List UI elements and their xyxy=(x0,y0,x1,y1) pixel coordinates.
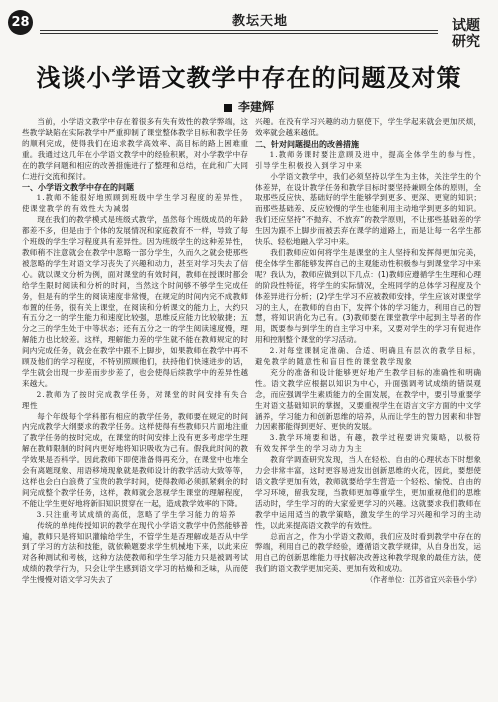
column-tag-line2: 研究 xyxy=(452,34,480,50)
article-author xyxy=(0,98,498,115)
section-name: 教坛天地 xyxy=(231,14,288,29)
paragraph: 当前，小学语文教学中存在着很多有失有效性的教学弊端，这些教学缺陷在实际教学中严重抑制了课堂整体教学目标和教学任务的顺利完成，使得我们在追求教学高效率、高目标的路上困难重重。我通过这几年在小学语文教学中的经验积累，对小学教学中存在的教学问题和相应的改善措施进行了整理和总结，在此和广大同仁进行交流和探讨。 xyxy=(22,117,248,181)
paragraph: 小学语文教学中，我们必须坚持以学生为主体，关注学生的个体差异，在设计教学任务和教学目标时要坚持兼顾全体的原则，全取那些反应快、基础好的学生能够学到更多、更深、更宽的知识；而那些基础差、反应较慢的学生也能利用主动地学到更多的知识。我们还应坚持“不抛弃、不放弃”的教学原则，不让那些基础差的学生因为跟不上脚步而被丢弃在课学的道路上，而是让每一名学生都快乐、轻松地融入学习中来。 xyxy=(255,171,481,247)
paragraph: 充分的准备和设计能够更好地产生教学目标的准确性和明确性。语文教学应根据以知识为中心，升面强调考试成绩的错误观念，而应强调学生素质能力的全面发展，在教学中，要引导重要学生对语文基础知识的掌握，又要重视学生在语言文字方面的中文学涵养，学习能力和创新思维的培养，从而让学生的智力因素和非智力因素都能得到更好、更快的发展。 xyxy=(255,367,481,432)
paragraph: 我们教师应如何将学生是课堂的主人坚持和发挥得更加完美，使全体学生都能够发挥自己的主观能动性积极参与到课堂学习中来呢？我认为，教师应做到以下几点：(1)教师应遵循学生生理和心理的阶段性特征，将学生的实际情况，全班同学的总体学习程度及个体差异进行分析；(2)学生学习不应被教师安排，学生应该对课堂学习的主人，在教师的自由下，发挥个体的学习能力，利用自己的智慧，将知识消化为己有。(3)教师要在课堂教学中起到主导者的作用，既要参与到学生的自主学习中来，又要对学生的学习有促进作用和控制整个课堂的学习活动。 xyxy=(255,247,481,345)
subsection-heading: 2.教师为了按时完成教学任务，对课堂的时间安排有失合理性 xyxy=(22,389,248,410)
section-heading: 一、小学语文教学中存在的问题 xyxy=(22,183,134,193)
subsection-heading: 2.对每堂课制定准确、合适、明确且有层次的教学目标，避免教学的随意性和盲目性的课堂教学现象 xyxy=(255,346,481,367)
column-tag xyxy=(442,18,490,50)
paragraph: 教育学调查研究发现，当人在轻松、自由的心理状态下时想象力会非常丰富，这时更容易迸发出创新思维的火花，因此，要想使语文教学更加有效，教师就要给学生营造一个轻松、愉悦、自由的学习环境，留我发现，当教师更加尊重学生，更加重视他们的思维活动时，学生学习的的大家爱更学习的兴趣。这就要求我们教师在教学中运用适当的教学策略，激发学生的学习兴趣和学习的主动性，以此来提高语文教学的有效性。 xyxy=(255,455,481,530)
subsection-heading: 1.教师不能很好地照顾到班级中学生学习程度的差异性，使课堂教学的有效性大为减弱 xyxy=(22,193,248,214)
paragraph: 每个年级每个学科都有相应的教学任务，教师要在规定的时间内完成教学大纲要求的教学任务。这样使得有些教师只片面地注重了教学任务的按时完成，在课堂的时间安排上没有更多考虑学生理解在教师限制的时间内更好地将知识吸收为己有。假我此时间的教学效果是否科学。因此教师下即使准备得再充分，在课堂中也堆全会有离题现象、用语移境现象就是教师设计的教学活动大致等等，这样也会白白浪费了宝贵的教学时间，使得教师必须抓紧剩余的时间完成整个教学任务，这样，教师就会忽视学生课堂的理解程度，不能让学生更好地将新旧知识贯穿在一起，造成教学效率的下降。 xyxy=(22,411,248,508)
subsection-heading: 3.教学环境要和谐，有趣，教学过程要讲究策略，以极符有效发挥学生的学习动力为主 xyxy=(255,433,481,454)
paragraph: 传统的单纯传授知识的教学在现代小学语文教学中仍然能够普遍，教师只是将知识灌输给学生，不管学生是否理解或是否从中学到了学习的方法和技能，就依赖题要求学生机械地下来，以此来应对各种测试和考核，这种方法使教师和学生学习能力只是被调考试成绩的教学行为，只会让学生感到语文学习的枯燥和乏味，从而使学生慢慢对语文学习失去了 xyxy=(22,520,248,585)
paragraph: 总而言之，作为小学语文教师，我们应及时看到教学中存在的弊端，利用自己的教学经验，遵循语文教学规律，从自身出发，运用自己的创新思维能力寻找解决改善这种教学现象的最佳方法，使我们的语文教学更加完美、更加有效和成功。 xyxy=(255,531,481,574)
author-name: 李建辉 xyxy=(237,100,274,114)
left-column xyxy=(22,117,248,586)
page-header xyxy=(0,0,498,50)
paragraph: 现在我们的教学模式是班级式教学，虽然每个班级成员的年龄都差不多，但是由于个体的发展情况和家庭教育不一样，导致了每个班级的学生学习程度具有差异性。因为班级学生的这种差异性，教师稍不注意就会在教学中忽略一部分学生，久而久之就会使那些被忽略的学生对语文学习丧失了兴趣和动力，甚至对学习失去了信心。就以课文分析为例，面对课堂的有效时间，教师在授课时都会给学生限时阅读和分析的时间，当然这个时间够不够学生完成任务，但是有的学生的阅读速度非常慢，在规定的时间内完不成教师布置的任务，很有关上课堂，在阅读和分析课文的能力上，大约只有五分之一的学生能力和速度比较强，思维反应能力比较敏捷；五分之三的学生处于中等状态；还有五分之一的学生阅读速度慢，理解能力也比较差。这样，理解能力差的学生就不能在教师规定的时间内完成任务，就会在教学中跟不上脚步，如果教师在教学中再不顾及他们的学习程度，不特别照顾他们，扶持他们快速进步的话，学生就会出现一步差而步步差了，也会使得后续教学中的差异性越来越大。 xyxy=(22,215,248,388)
column-tag-line1: 试题 xyxy=(452,18,480,34)
paragraph: 兴趣。在没有学习兴趣的动力驱使下，学生学起来就会更加厌烦，效率就会越来越低。 xyxy=(255,117,481,137)
author-square-icon xyxy=(224,104,232,112)
author-affiliation: （作者单位：江苏省宜兴亲巷小学） xyxy=(365,575,481,585)
page-number: 28 xyxy=(8,10,33,35)
subsection-heading: 1.教师务课时要注意顾及进中，提高全体学生的参与性，引导学生积极投入到学习中来 xyxy=(255,149,481,170)
header-rule xyxy=(40,30,438,31)
section-heading: 二、针对问题提出的改善措施 xyxy=(255,139,359,149)
subsection-heading: 3.只注重考试成绩的高低，忽略了学生学习能力的培养 xyxy=(36,509,237,519)
header-rule-secondary xyxy=(40,33,438,34)
article-title: 浅谈小学语文教学中存在的问题及对策 xyxy=(36,64,462,92)
right-column xyxy=(255,117,481,586)
